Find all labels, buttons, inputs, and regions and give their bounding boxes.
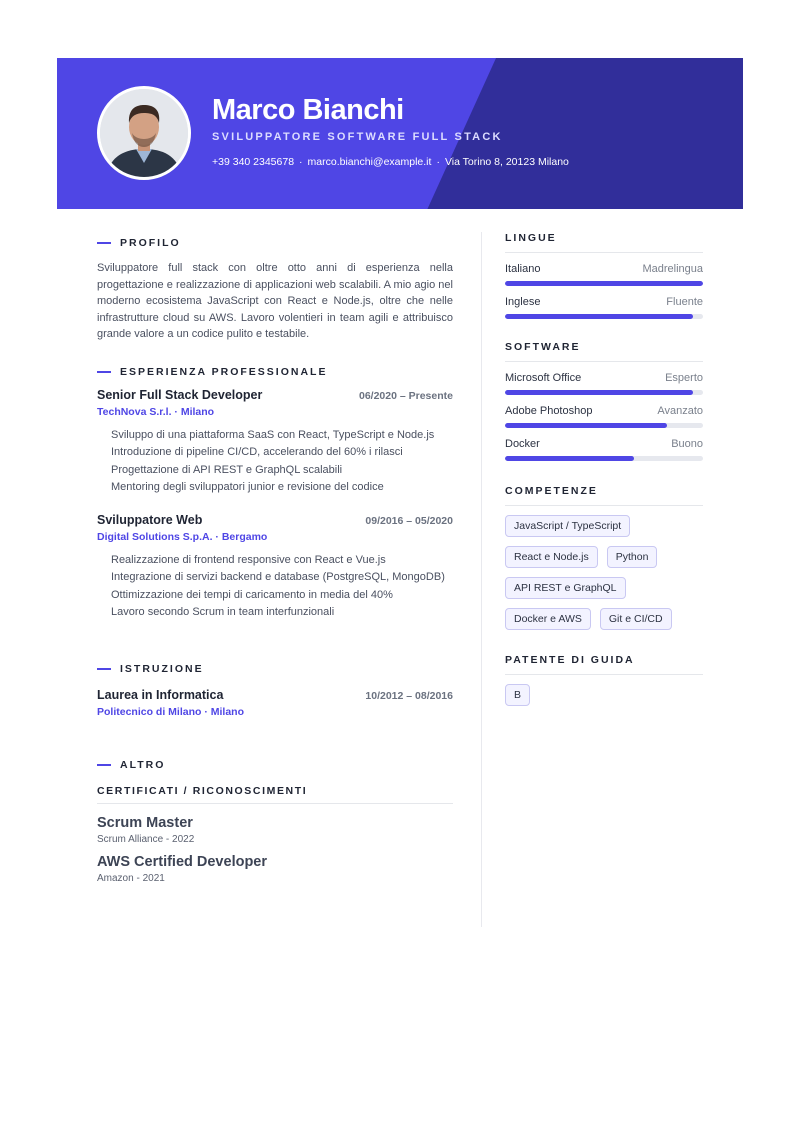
job-entry [97, 513, 453, 622]
skills-tags [505, 515, 703, 630]
skill-bar-fill [505, 456, 634, 461]
software-name: Adobe Photoshop [505, 405, 593, 417]
profile-photo [100, 89, 188, 177]
job-header [97, 388, 453, 402]
list-item: Integrazione di servizi backend e database (PostgreSQL, MongoDB) [111, 571, 445, 583]
certificate-title: AWS Certified Developer [97, 853, 268, 870]
phone-number[interactable]: +39 340 2345678 [212, 156, 295, 168]
skill-bar-track [505, 423, 703, 428]
certificates-subheading: CERTIFICATI / RICONOSCIMENTI [97, 785, 453, 804]
heading-dash [97, 764, 111, 766]
software-heading: SOFTWARE [505, 341, 703, 362]
postal-address: Via Torino 8, 20123 Milano [444, 156, 569, 168]
candidate-role: SVILUPPATORE SOFTWARE FULL STACK [212, 131, 503, 143]
job-header [97, 513, 453, 527]
list-item: Mentoring degli sviluppatori junior e revisione del codice [111, 481, 384, 493]
contact-separator: · [436, 156, 440, 168]
main-column [97, 232, 453, 884]
languages-list [505, 263, 703, 319]
skill-bar-track [505, 281, 703, 286]
profile-section-heading [97, 232, 453, 254]
software-item [505, 405, 703, 417]
job-title: Sviluppatore Web [97, 512, 203, 527]
language-level: Madrelingua [642, 263, 703, 275]
experience-section-heading [97, 361, 453, 383]
language-name: Italiano [505, 263, 541, 275]
certificate-issuer: Scrum Alliance - 2022 [97, 833, 195, 845]
software-list [505, 372, 703, 461]
software-name: Microsoft Office [505, 372, 582, 384]
software-level: Avanzato [657, 405, 703, 417]
other-section-heading [97, 754, 453, 776]
heading-dash [97, 668, 111, 670]
skill-tag: JavaScript / TypeScript [505, 515, 630, 537]
skill-bar-fill [505, 281, 703, 286]
education-header [97, 688, 453, 702]
skills-heading: COMPETENZE [505, 485, 703, 506]
skill-tag: Python [607, 546, 658, 568]
education-dates: 10/2012 – 08/2016 [365, 689, 453, 702]
job-bullets [111, 427, 453, 497]
education-entry [97, 688, 453, 718]
skill-tag: API REST e GraphQL [505, 577, 626, 599]
software-name: Docker [505, 438, 540, 450]
degree-title: Laurea in Informatica [97, 687, 224, 702]
section-title: ALTRO [120, 758, 166, 771]
software-item [505, 372, 703, 384]
license-heading: PATENTE DI GUIDA [505, 654, 703, 675]
profile-summary: Sviluppatore full stack con oltre otto anni di esperienza nella progettazione e realizzazione di applicazioni web scalabili. A mio agio nel moderno ecosistema JavaScript con React e Node.js, oltre che nelle infrastrutture cloud su AWS. Lavoro volentieri in team agili e attribuisco grande valore a un codice pulito e testabile. [97, 262, 453, 340]
education-section-heading [97, 658, 453, 680]
list-item: Ottimizzazione dei tempi di caricamento in media del 40% [111, 588, 393, 601]
email-address[interactable]: marco.bianchi@example.it [307, 156, 432, 168]
skill-bar-track [505, 314, 703, 319]
skill-bar-track [505, 390, 703, 395]
section-title: ISTRUZIONE [120, 662, 204, 675]
job-company: TechNova S.r.l. · Milano [97, 405, 215, 418]
heading-dash [97, 371, 111, 373]
software-level: Esperto [665, 372, 703, 384]
languages-heading: LINGUE [505, 232, 703, 253]
school-name: Politecnico di Milano · Milano [97, 705, 245, 718]
list-item: Progettazione di API REST e GraphQL scalabili [111, 463, 343, 476]
software-level: Buono [671, 438, 703, 450]
section-title: ESPERIENZA PROFESSIONALE [120, 365, 328, 378]
certificate-issuer: Amazon - 2021 [97, 872, 165, 884]
sidebar-column [505, 232, 703, 706]
list-item: Sviluppo di una piattaforma SaaS con React, TypeScript e Node.js [111, 428, 435, 441]
skill-bar-fill [505, 390, 693, 395]
language-item [505, 296, 703, 308]
list-item: Realizzazione di frontend responsive con React e Vue.js [111, 553, 386, 566]
skill-tag: Docker e AWS [505, 608, 591, 630]
skill-tag: Git e CI/CD [600, 608, 672, 630]
skill-bar-fill [505, 314, 693, 319]
contact-separator: · [299, 156, 303, 168]
language-name: Inglese [505, 296, 541, 308]
section-title: PROFILO [120, 237, 181, 249]
job-bullets [111, 552, 453, 622]
job-dates: 06/2020 – Presente [359, 389, 453, 402]
certificate-entry [97, 815, 453, 845]
license-tags [505, 684, 703, 706]
license-tag: B [505, 684, 530, 706]
skill-tag: React e Node.js [505, 546, 598, 568]
certificate-entry [97, 854, 453, 884]
list-item: Lavoro secondo Scrum in team interfunzionali [111, 606, 335, 618]
candidate-name: Marco Bianchi [212, 94, 404, 126]
software-item [505, 438, 703, 450]
heading-dash [97, 242, 111, 244]
job-title: Senior Full Stack Developer [97, 387, 263, 402]
job-dates: 09/2016 – 05/2020 [365, 514, 453, 527]
skill-bar-fill [505, 423, 667, 428]
language-item [505, 263, 703, 275]
resume-header [57, 58, 743, 209]
job-entry [97, 388, 453, 497]
language-level: Fluente [666, 296, 703, 308]
certificate-title: Scrum Master [97, 814, 193, 831]
contact-line [212, 156, 569, 168]
skill-bar-track [505, 456, 703, 461]
job-company: Digital Solutions S.p.A. · Bergamo [97, 530, 268, 543]
list-item: Introduzione di pipeline CI/CD, accelerando del 60% i rilasci [111, 446, 403, 458]
column-divider [481, 232, 482, 927]
avatar [97, 86, 191, 180]
